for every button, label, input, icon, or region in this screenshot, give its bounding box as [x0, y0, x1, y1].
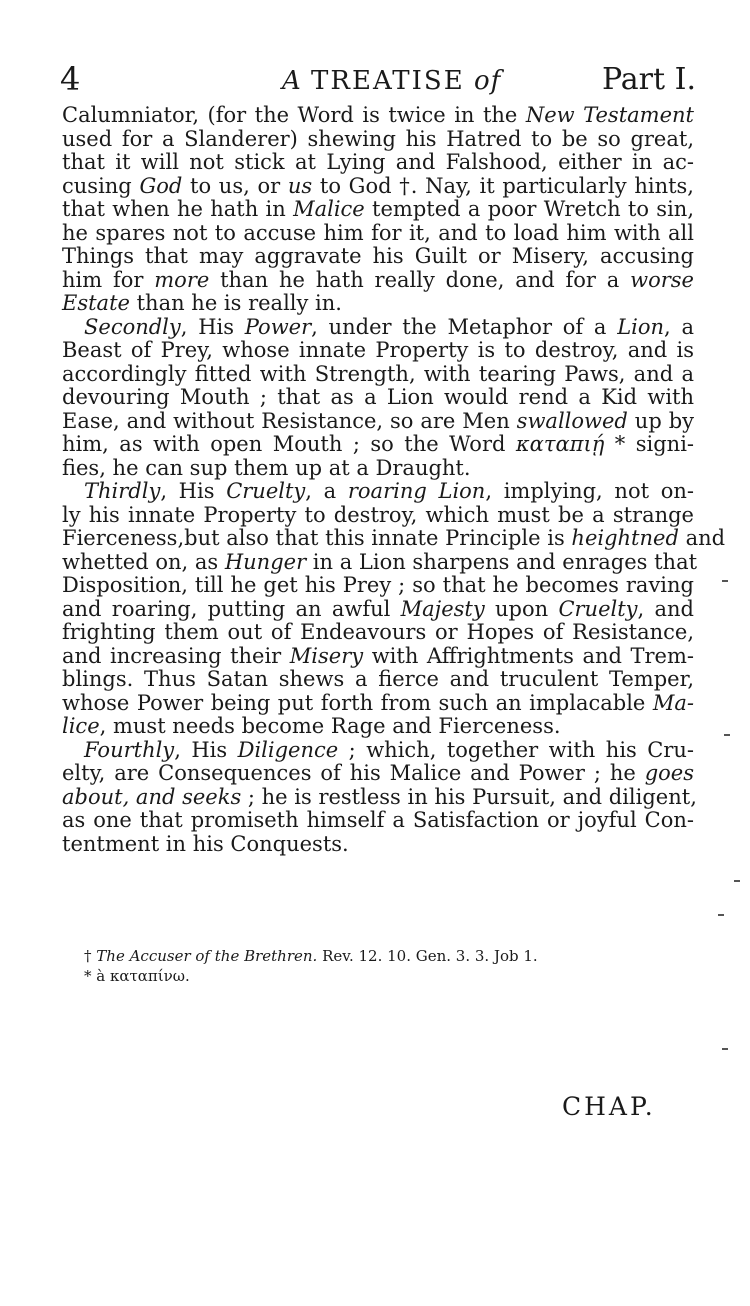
text-run: in a Lion sharpens and enrages that — [306, 549, 698, 574]
text-line — [62, 833, 694, 857]
text-run: accordingly fitted with Strength, with tearing Paws, and a — [62, 361, 694, 386]
italic-text: Thirdly — [84, 479, 161, 503]
text-line — [62, 526, 726, 551]
text-line — [62, 222, 694, 246]
italic-text: us — [287, 173, 313, 198]
footnotes — [84, 946, 538, 986]
text-run: elty, are Consequences of his Malice and Power ; he — [62, 761, 645, 785]
text-run: upon — [484, 596, 559, 621]
margin-mark — [718, 914, 724, 916]
text-run: that when he hath in — [62, 197, 294, 221]
italic-text: Ma- — [652, 690, 694, 715]
footnote — [84, 946, 538, 966]
text-line — [62, 175, 694, 199]
text-run: fies, he can sup them up at a Draught. — [62, 455, 471, 480]
margin-mark — [734, 880, 740, 882]
text-run: he spares not to accuse him for it, and to load him with all — [62, 220, 694, 245]
text-line — [62, 386, 694, 410]
italic-text: καταπιῄ — [515, 432, 605, 456]
italic-text: roaring Lion — [347, 479, 486, 503]
text-line — [62, 715, 694, 739]
italic-text: Misery — [289, 643, 364, 668]
text-run: * à καταπίνω. — [84, 967, 190, 985]
running-title-a: A — [282, 66, 302, 96]
italic-text: Power — [244, 314, 312, 339]
text-run: frighting them out of Endeavours or Hopes of Resistance, — [62, 620, 694, 644]
text-run: whetted on, as — [62, 549, 225, 574]
text-run: , His — [160, 479, 227, 503]
text-line — [62, 410, 694, 434]
text-run: and — [678, 526, 726, 550]
italic-text: Lion — [617, 314, 665, 339]
margin-mark — [724, 734, 730, 736]
text-run: blings. Thus Satan shews a fierce and truculent Temper, — [62, 667, 694, 691]
text-run: him, as with open Mouth ; so the Word — [62, 432, 516, 456]
italic-text: Majesty — [400, 596, 485, 621]
text-run: to us, or — [182, 173, 288, 198]
text-line — [62, 762, 694, 786]
italic-text: Diligence — [237, 737, 339, 762]
text-run: Things that may aggravate his Guilt or Misery, accusing — [62, 244, 694, 268]
text-run: , a — [305, 479, 348, 503]
text-run: to God †. Nay, it particularly hints, — [312, 173, 694, 198]
text-line — [62, 292, 694, 316]
text-run: Beast of Prey, whose innate Property is to destroy, and is — [62, 338, 694, 362]
running-title — [282, 66, 501, 96]
text-run: , and — [637, 596, 694, 621]
text-line — [62, 480, 694, 504]
italic-text: New Testament — [525, 103, 694, 127]
text-run: than he is really in. — [129, 291, 342, 315]
text-line — [62, 269, 694, 293]
text-run: as one that promiseth himself a Satisfaction or joyful Con- — [62, 808, 694, 832]
italic-text: more — [154, 267, 210, 292]
running-title-treatise: TREATISE — [311, 66, 465, 96]
italic-text: Malice — [293, 197, 365, 221]
text-run: up by — [627, 408, 694, 433]
text-line — [62, 433, 694, 457]
text-run: tentment in his Conquests. — [62, 831, 349, 856]
italic-text: Cruelty — [558, 596, 638, 621]
text-line — [62, 457, 694, 481]
text-line — [62, 128, 694, 152]
text-run: ly his innate Property to destroy, which must be a strange — [62, 502, 694, 527]
italic-text: heightned — [571, 526, 679, 550]
text-run: him for — [62, 267, 155, 292]
text-run: , His — [180, 314, 245, 339]
text-line — [62, 668, 694, 692]
text-run: , implying, not on- — [485, 479, 694, 503]
text-run: ; he is restless in his Pursuit, and diligent, — [241, 784, 697, 809]
text-line — [62, 504, 694, 528]
text-line — [62, 809, 694, 833]
text-run: whose Power being put forth from such an implacable — [62, 690, 653, 715]
text-line — [62, 198, 694, 222]
text-run: Disposition, till he get his Prey ; so that he becomes raving — [62, 573, 694, 597]
text-run: cusing — [62, 173, 140, 198]
text-run: ; which, together with his Cru- — [338, 737, 694, 762]
text-line — [62, 363, 694, 387]
text-line — [62, 598, 694, 622]
text-line — [62, 151, 694, 175]
italic-text: Fourthly — [84, 737, 175, 762]
italic-text: about, and seeks — [62, 784, 242, 809]
italic-text: Hunger — [224, 549, 307, 574]
margin-mark — [722, 1048, 728, 1050]
text-run: that it will not stick at Lying and Falshood, either in ac- — [62, 150, 694, 174]
running-header — [60, 60, 696, 100]
text-run: Rev. 12. 10. Gen. 3. 3. Job 1. — [317, 947, 538, 965]
text-run: devouring Mouth ; that as a Lion would rend a Kid with — [62, 385, 694, 409]
text-run: * signi- — [604, 432, 695, 456]
running-title-of: of — [473, 66, 502, 96]
text-line — [62, 621, 694, 645]
margin-mark — [722, 580, 728, 582]
text-line — [62, 339, 694, 363]
italic-text: The Accuser of the Brethren. — [96, 947, 318, 965]
italic-text: goes — [644, 761, 694, 785]
text-run: and roaring, putting an awful — [62, 596, 401, 621]
part-label: Part I. — [601, 62, 696, 97]
text-line — [62, 739, 694, 763]
text-run: with Affrightments and Trem- — [363, 643, 694, 668]
text-run: Calumniator, (for the Word is twice in the — [62, 103, 526, 127]
catchword: CHAP. — [562, 1092, 656, 1121]
page-number: 4 — [60, 60, 81, 98]
text-line — [62, 645, 694, 669]
text-run: and increasing their — [62, 643, 290, 668]
text-run: Ease, and without Resistance, so are Men — [62, 408, 517, 433]
italic-text: lice — [62, 714, 100, 738]
footnote — [84, 966, 538, 986]
text-run: than he hath really done, and for a — [209, 267, 631, 292]
text-run: used for a Slanderer) shewing his Hatred to be so great, — [62, 126, 694, 151]
text-line — [62, 549, 698, 575]
text-run: , under the Metaphor of a — [311, 314, 618, 339]
body-text — [62, 103, 726, 856]
text-line — [62, 692, 694, 716]
text-run: , a — [664, 314, 694, 339]
text-line — [62, 316, 694, 340]
italic-text: swallowed — [516, 408, 628, 433]
italic-text: Estate — [62, 291, 130, 315]
italic-text: God — [139, 173, 183, 198]
text-run: tempted a poor Wretch to sin, — [364, 197, 694, 221]
text-run: , must needs become Rage and Fierceness. — [99, 714, 561, 738]
italic-text: worse — [630, 267, 694, 292]
italic-text: Secondly — [84, 314, 181, 339]
text-run: † — [84, 947, 97, 965]
text-line — [62, 245, 694, 269]
text-run: Fierceness,but also that this innate Principle is — [62, 526, 572, 550]
italic-text: Cruelty — [226, 479, 306, 503]
text-line — [62, 574, 694, 598]
text-line — [62, 104, 694, 128]
text-run: , His — [174, 737, 238, 762]
text-line — [62, 784, 697, 810]
